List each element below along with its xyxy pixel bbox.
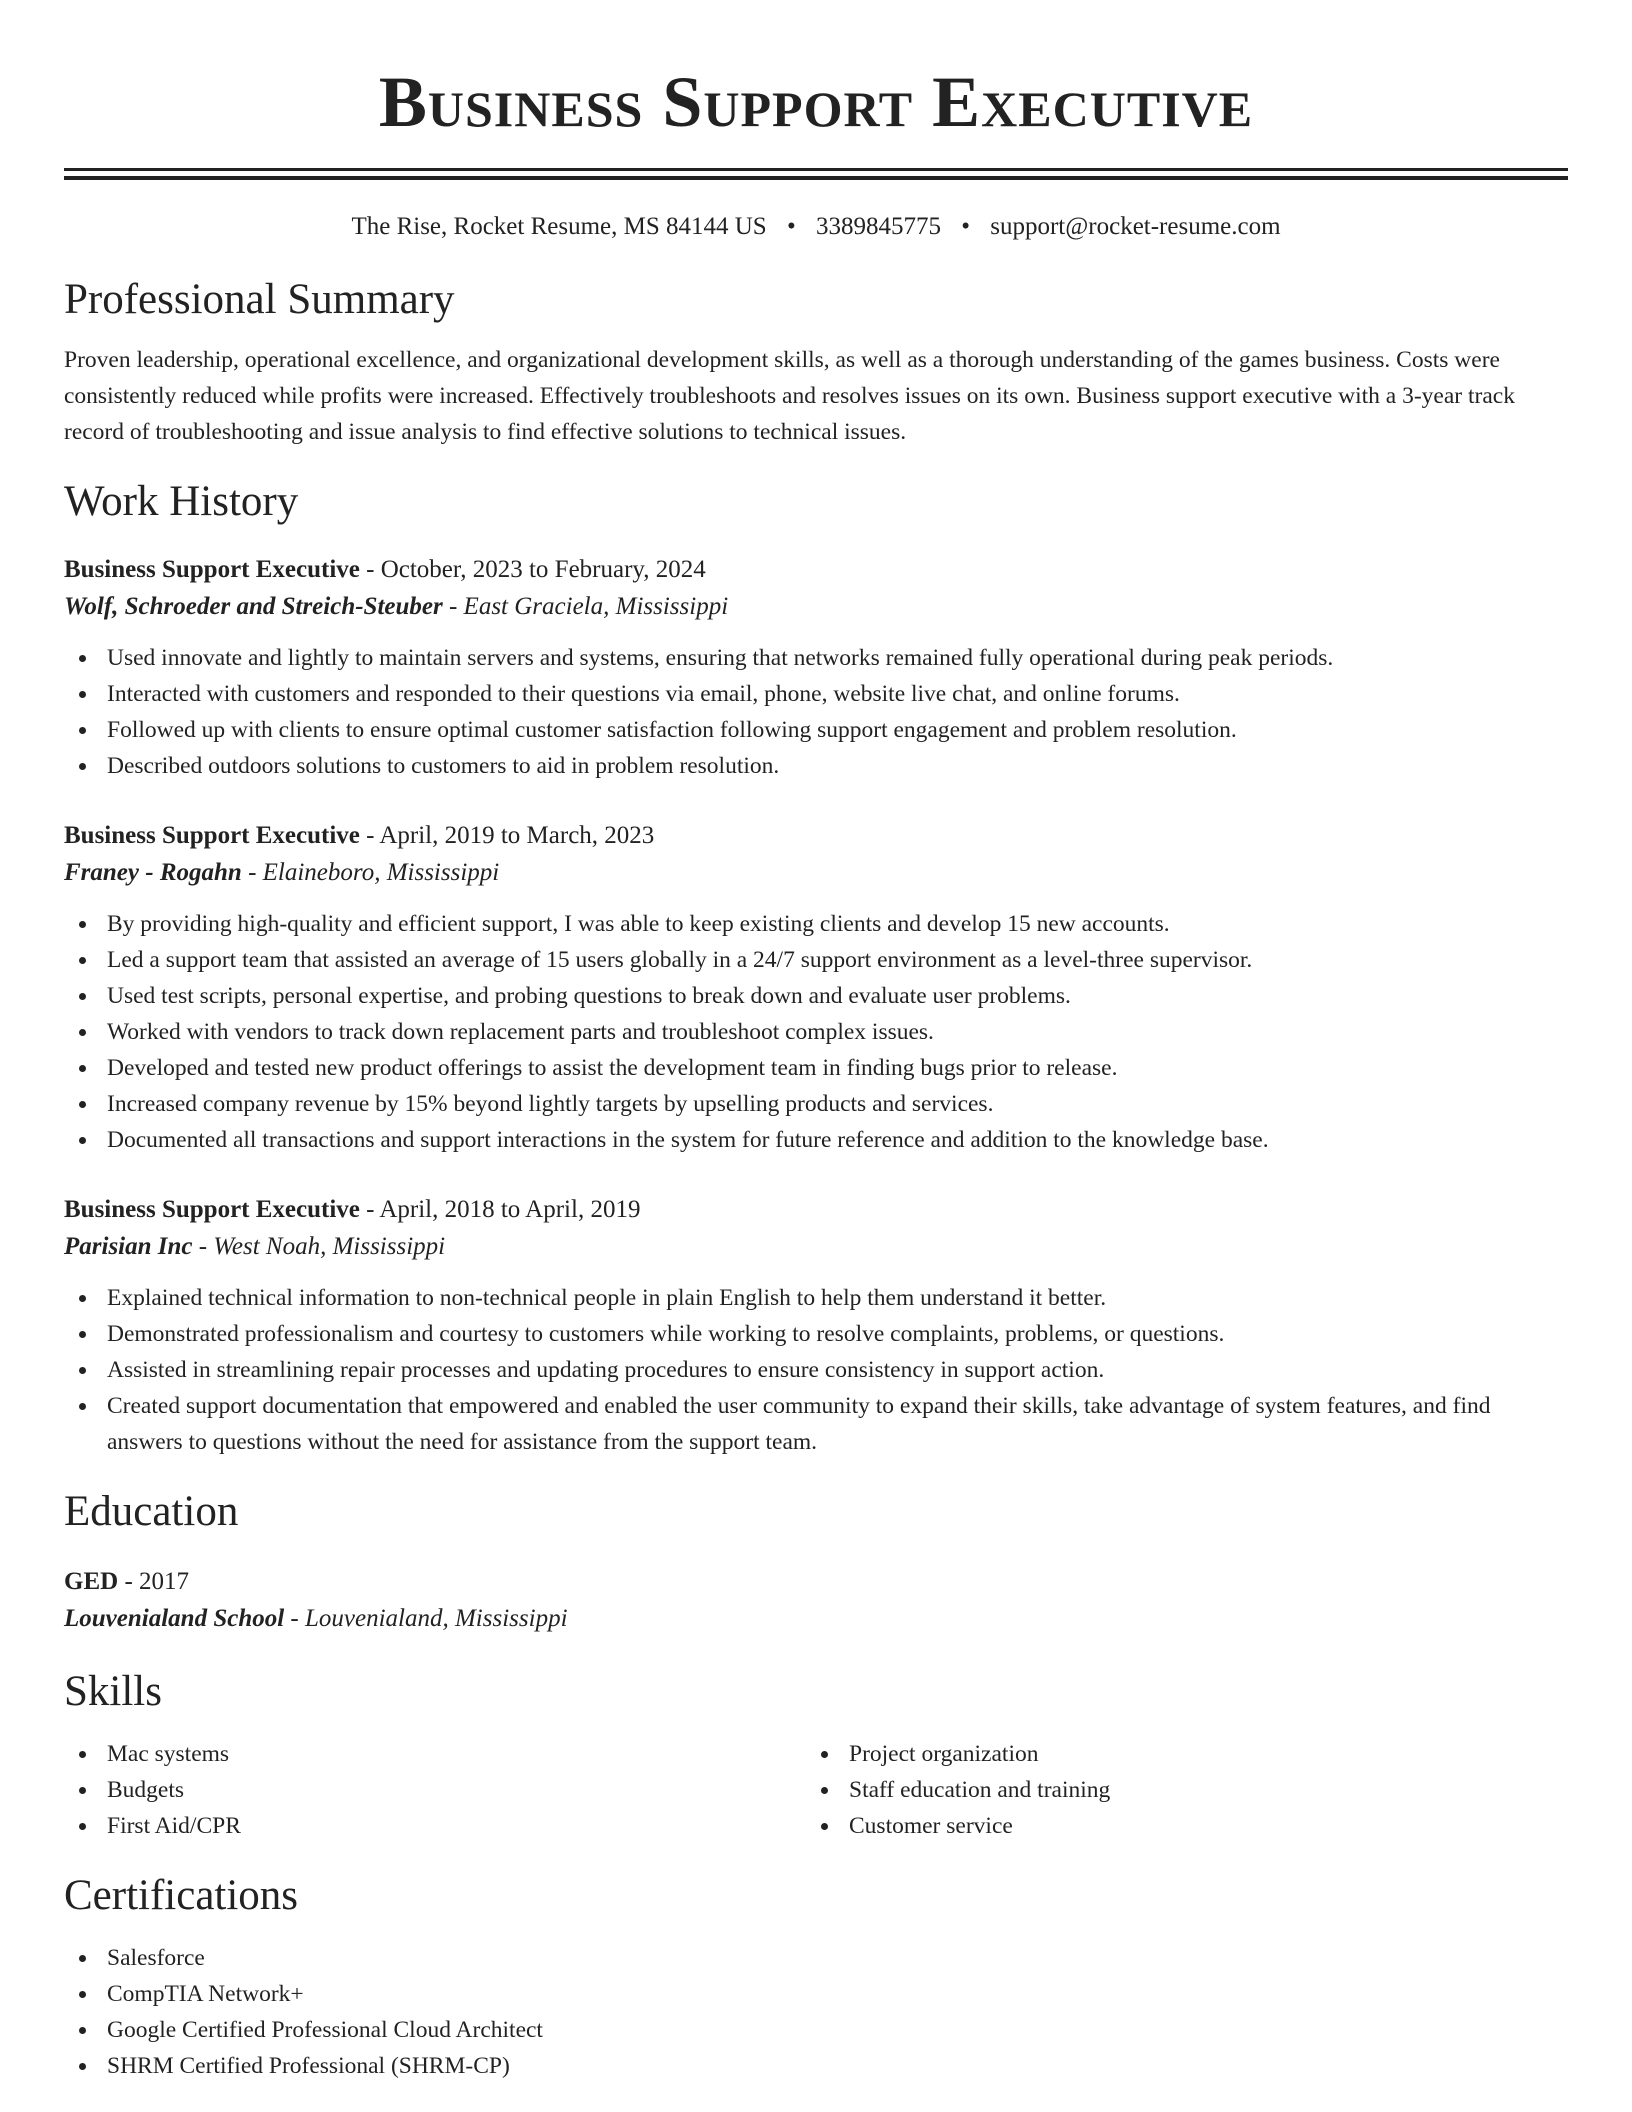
job-bullet: Led a support team that assisted an average of 15 users globally in a 24/7 support environment as a level-three supervisor.: [107, 942, 1568, 978]
education-entry: [64, 1564, 1568, 1638]
job-title-line: [64, 818, 1568, 854]
job-bullet: Described outdoors solutions to customers to aid in problem resolution.: [107, 748, 1568, 784]
job-bullet: Used innovate and lightly to maintain servers and systems, ensuring that networks remained fully operational during peak periods.: [107, 640, 1568, 676]
contact-phone: 3389845775: [815, 213, 941, 240]
job-bullet: Documented all transactions and support interactions in the system for future reference and addition to the knowledge base.: [107, 1122, 1568, 1158]
resume-title: Business Support Executive: [378, 62, 1254, 142]
job-dates: - April, 2018 to April, 2019: [359, 1196, 641, 1223]
job-bullet: Interacted with customers and responded to their questions via email, phone, website live chat, and online forums.: [107, 676, 1568, 712]
job-bullet: Created support documentation that empowered and enabled the user community to expand their skills, take advantage of system features, and find answers to questions without the need for assistance from the support team.: [107, 1388, 1568, 1460]
education-degree: GED: [64, 1568, 119, 1595]
skills-section: [64, 1666, 1568, 1844]
education-school: Louvenialand School: [64, 1605, 285, 1632]
certification-item: Salesforce: [107, 1940, 1568, 1976]
job-location: - East Graciela, Mississippi: [442, 593, 729, 620]
skill-item: Staff education and training: [849, 1772, 1548, 1808]
skills-column-right: [806, 1736, 1548, 1844]
job-dates: - April, 2019 to March, 2023: [359, 822, 655, 849]
summary-heading: Professional Summary: [64, 276, 455, 323]
contact-separator: •: [786, 213, 796, 240]
job-dates: - October, 2023 to February, 2024: [359, 556, 706, 583]
job-title-line: [64, 1192, 1568, 1228]
certification-item: CompTIA Network+: [107, 1976, 1568, 2012]
education-location: - Louvenialand, Mississippi: [284, 1605, 568, 1632]
job-bullet: Followed up with clients to ensure optimal customer satisfaction following support engagement and problem resolution.: [107, 712, 1568, 748]
job-entry: [64, 1192, 1568, 1460]
job-bullet: Worked with vendors to track down replacement parts and troubleshoot complex issues.: [107, 1014, 1568, 1050]
education-year: - 2017: [118, 1568, 190, 1595]
summary-section: [64, 274, 1568, 450]
job-bullet: By providing high-quality and efficient support, I was able to keep existing clients and develop 15 new accounts.: [107, 906, 1568, 942]
job-company-line: [64, 1228, 1568, 1266]
job-location: - Elaineboro, Mississippi: [241, 859, 500, 886]
education-degree-line: [64, 1564, 1568, 1600]
job-bullet: Used test scripts, personal expertise, and probing questions to break down and evaluate user problems.: [107, 978, 1568, 1014]
job-title-line: [64, 552, 1568, 588]
certifications-list: [64, 1940, 1568, 2084]
certification-item: SHRM Certified Professional (SHRM-CP): [107, 2048, 1568, 2084]
skills-column-left: [64, 1736, 806, 1844]
resume-page: [64, 0, 1568, 2084]
job-location: - West Noah, Mississippi: [192, 1233, 446, 1260]
work-history-section: [64, 476, 1568, 1460]
skill-item: Mac systems: [107, 1736, 806, 1772]
job-company: Wolf, Schroeder and Streich-Steuber: [64, 593, 443, 620]
job-title: Business Support Executive: [64, 822, 360, 849]
work-history-heading: Work History: [64, 478, 299, 525]
job-entry: [64, 818, 1568, 1158]
job-bullet: Assisted in streamlining repair processes and updating procedures to ensure consistency in support action.: [107, 1352, 1568, 1388]
skill-item: Budgets: [107, 1772, 806, 1808]
job-company: Parisian Inc: [64, 1233, 193, 1260]
job-company-line: [64, 588, 1568, 626]
skill-item: Customer service: [849, 1808, 1548, 1844]
summary-text: Proven leadership, operational excellence, and organizational development skills, as well as a thorough understanding of the games business. Costs were consistently reduced while profits were increased. Effectively troubleshoots and resolves issues on its own. Business support executive with a 3-year track record of troubleshooting and issue analysis to find effective solutions to technical issues.: [64, 347, 1515, 445]
education-heading: Education: [64, 1488, 239, 1535]
job-bullets: [64, 640, 1568, 784]
job-bullet: Demonstrated professionalism and courtesy to customers while working to resolve complaints, problems, or questions.: [107, 1316, 1568, 1352]
job-bullet: Explained technical information to non-technical people in plain English to help them understand it better.: [107, 1280, 1568, 1316]
job-bullet: Developed and tested new product offerings to assist the development team in finding bugs prior to release.: [107, 1050, 1568, 1086]
skill-item: Project organization: [849, 1736, 1548, 1772]
certifications-heading: Certifications: [64, 1872, 299, 1919]
job-bullet: Increased company revenue by 15% beyond lightly targets by upselling products and services.: [107, 1086, 1568, 1122]
contact-line: [64, 210, 1568, 244]
job-title: Business Support Executive: [64, 556, 360, 583]
contact-address: The Rise, Rocket Resume, MS 84144 US: [351, 213, 767, 240]
title-divider: [64, 168, 1568, 180]
skills-heading: Skills: [64, 1668, 162, 1715]
job-title: Business Support Executive: [64, 1196, 360, 1223]
contact-separator: •: [961, 213, 970, 240]
job-bullets: [64, 1280, 1568, 1460]
contact-email[interactable]: support@rocket-resume.com: [990, 213, 1281, 240]
job-company: Franey - Rogahn: [64, 859, 242, 886]
skill-item: First Aid/CPR: [107, 1808, 806, 1844]
job-company-line: [64, 854, 1568, 892]
job-entry: [64, 552, 1568, 784]
certification-item: Google Certified Professional Cloud Architect: [107, 2012, 1568, 2048]
job-bullets: [64, 906, 1568, 1158]
skills-grid: [64, 1736, 1568, 1844]
education-section: [64, 1486, 1568, 1638]
education-school-line: [64, 1600, 1568, 1638]
certifications-section: [64, 1870, 1568, 2084]
